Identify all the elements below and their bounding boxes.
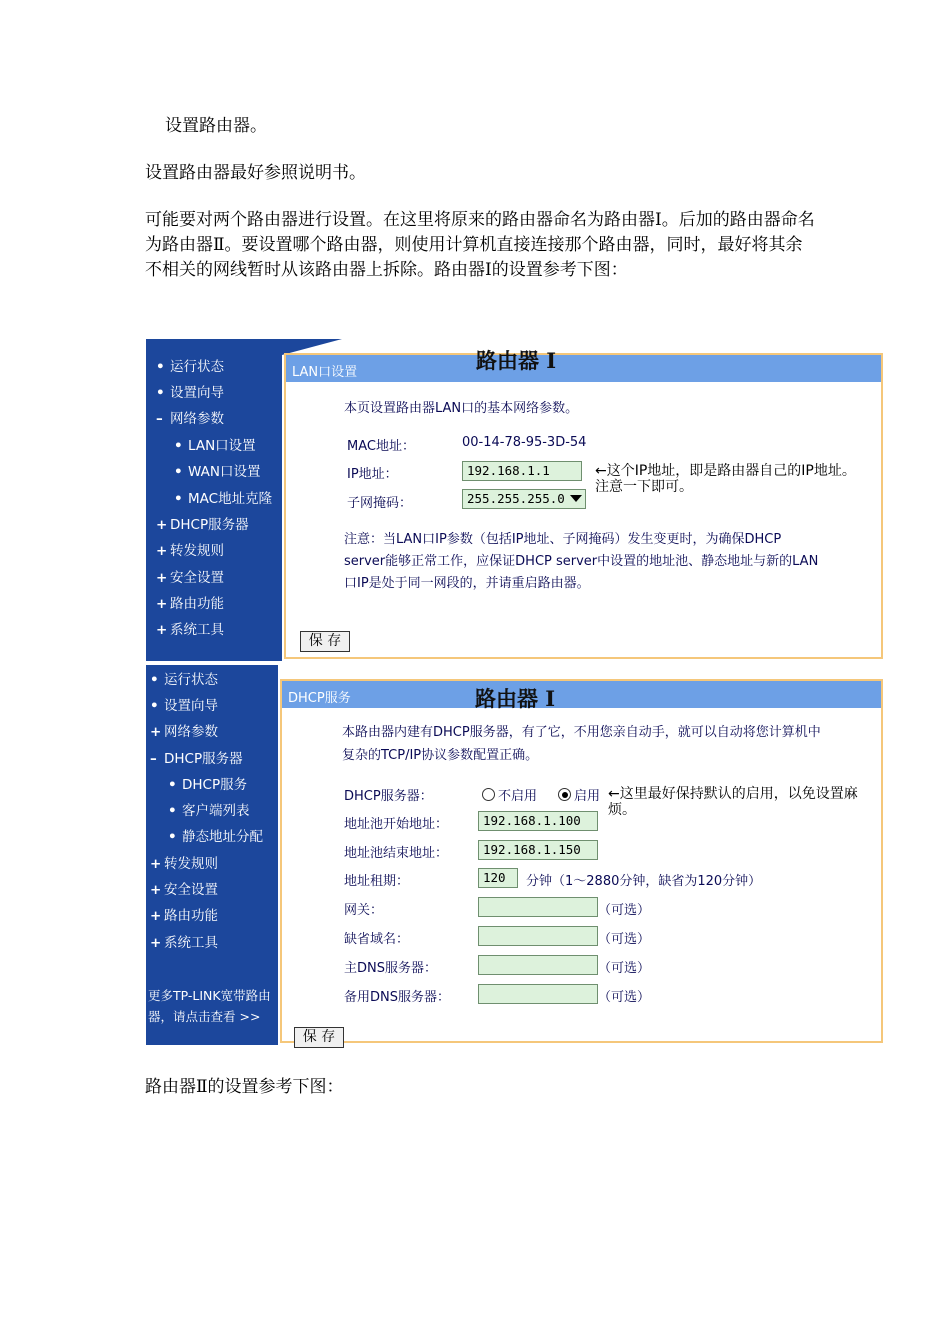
sidebar-item[interactable] (168, 799, 250, 819)
sidebar-item[interactable] (156, 513, 249, 533)
title-bar (282, 681, 881, 708)
sidebar-item-marker: + (156, 543, 168, 559)
dns1-label: 主DNS服务器： (344, 961, 437, 976)
sidebar-item-label: 静态地址分配 (182, 829, 263, 845)
sidebar-item[interactable] (156, 355, 224, 375)
domain-optional: （可选） (598, 932, 651, 947)
sidebar-item[interactable] (150, 720, 218, 740)
sidebar-item-label: 设置向导 (170, 385, 224, 401)
sidebar-item[interactable] (156, 381, 224, 401)
dns2-label: 备用DNS服务器： (344, 990, 450, 1005)
sidebar-item-marker: • (150, 698, 159, 714)
bar-title: LAN口设置 (292, 365, 358, 380)
domain-input[interactable] (478, 926, 598, 946)
sidebar-item[interactable] (168, 773, 247, 793)
save-button[interactable]: 保 存 (294, 1027, 344, 1048)
sidebar-item-marker: + (150, 908, 162, 924)
sidebar-item[interactable] (150, 668, 218, 688)
sidebar-item-marker: + (150, 724, 162, 740)
sidebar-item-marker: • (174, 438, 183, 454)
chevron-down-icon (570, 495, 582, 502)
sidebar-item-marker: + (150, 882, 162, 898)
page-description: 本页设置路由器LAN口的基本网络参数。 (344, 401, 579, 416)
pool-end-label: 地址池结束地址： (344, 846, 449, 861)
sidebar-item-label: 网络参数 (170, 411, 224, 427)
lease-input[interactable]: 120 (478, 868, 518, 888)
sidebar-item-label: DHCP服务 (182, 777, 248, 793)
gateway-input[interactable] (478, 897, 598, 917)
dhcp-annotation: ←这里最好保持默认的启用，以免设置麻烦。 (608, 786, 858, 818)
sidebar-item-label: 运行状态 (164, 672, 218, 688)
sidebar-item-marker: + (156, 622, 168, 638)
main-content (280, 679, 883, 1043)
sidebar-item-marker: + (156, 517, 168, 533)
sidebar-item-marker: • (168, 829, 177, 845)
sidebar-item[interactable] (174, 460, 260, 480)
sidebar-item[interactable] (174, 487, 272, 507)
sidebar-item-marker: • (174, 491, 183, 507)
sidebar-item-label: 转发规则 (164, 856, 218, 872)
doc-paragraph-3: 路由器Ⅱ的设置参考下图： (145, 1077, 344, 1097)
sidebar-item-label: MAC地址克隆 (188, 491, 273, 507)
sidebar-item-marker: – (156, 411, 163, 427)
more-products-link[interactable]: 更多TP-LINK宽带路由器，请点击查看 >> (148, 988, 271, 1024)
router-lan-screenshot (146, 339, 887, 661)
sidebar-item-label: 设置向导 (164, 698, 218, 714)
doc-paragraph-2: 可能要对两个路由器进行设置。在这里将原来的路由器命名为路由器Ⅰ。后加的路由器命名为路由器Ⅱ。要设置哪个路由器，则使用计算机直接连接那个路由器，同时，最好将其余不相关的网线暂时从该路由器上拆除。路由器Ⅰ的设置参考下图： (145, 210, 815, 280)
pool-end-input[interactable]: 192.168.1.150 (478, 840, 598, 860)
sidebar-item[interactable] (174, 434, 256, 454)
sidebar-item[interactable] (150, 931, 218, 951)
router-dhcp-screenshot (146, 665, 887, 1045)
sidebar-item-marker: + (150, 856, 162, 872)
gateway-label: 网关： (344, 903, 384, 918)
sidebar-item-label: 系统工具 (170, 622, 224, 638)
sidebar-item[interactable] (150, 878, 218, 898)
sidebar-item-label: WAN口设置 (188, 464, 261, 480)
subnet-mask-select[interactable] (462, 489, 586, 509)
dns2-input[interactable] (478, 984, 598, 1004)
dns2-optional: （可选） (598, 990, 651, 1005)
ip-address-input[interactable]: 192.168.1.1 (462, 461, 582, 481)
sidebar-item-marker: • (156, 359, 165, 375)
sidebar-item-marker: • (168, 803, 177, 819)
sidebar-item-label: 转发规则 (170, 543, 224, 559)
sidebar-item-label: 路由功能 (170, 596, 224, 612)
sidebar-item-label: 路由功能 (164, 908, 218, 924)
lease-label: 地址租期： (344, 874, 410, 889)
sidebar-item-label: 系统工具 (164, 935, 218, 951)
domain-label: 缺省域名： (344, 932, 410, 947)
dhcp-server-label: DHCP服务器： (344, 789, 433, 804)
sidebar-item-label: 客户端列表 (182, 803, 250, 819)
sidebar-item[interactable] (156, 539, 224, 559)
gateway-optional: （可选） (598, 903, 651, 918)
lan-note: 注意：当LAN口IP参数（包括IP地址、子网掩码）发生变更时，为确保DHCP server能够正常工作，应保证DHCP server中设置的地址池、静态地址与新的LAN口IP是处于同一网段的，并请重启路由器。 (344, 532, 819, 591)
radio-enable-label: 启用 (574, 789, 601, 804)
sidebar-menu (146, 665, 278, 1045)
sidebar-item[interactable] (150, 694, 218, 714)
radio-off-icon (482, 788, 495, 801)
sidebar-item[interactable] (150, 852, 218, 872)
subnet-mask-value: 255.255.255.0 (467, 491, 565, 506)
sidebar-item-label: 安全设置 (170, 570, 224, 586)
doc-paragraph-1: 设置路由器最好参照说明书。 (145, 163, 366, 183)
sidebar-item-label: DHCP服务器 (164, 751, 243, 767)
main-content (284, 348, 883, 659)
ip-annotation: ←这个IP地址，即是路由器自己的IP地址。注意一下即可。 (595, 463, 856, 495)
bar-title: DHCP服务 (288, 691, 351, 706)
overlay-title: 路由器 I (476, 348, 557, 373)
radio-disable[interactable] (482, 785, 537, 804)
sidebar-item[interactable] (156, 566, 224, 586)
lease-hint: 分钟（1～2880分钟，缺省为120分钟） (526, 874, 762, 889)
sidebar-item-marker: • (168, 777, 177, 793)
sidebar-item[interactable] (150, 747, 243, 767)
mask-label: 子网掩码： (347, 496, 413, 511)
sidebar-item-marker: – (150, 751, 157, 767)
ip-label: IP地址： (347, 467, 398, 482)
save-button[interactable]: 保 存 (300, 631, 350, 652)
title-bar (286, 355, 881, 382)
radio-on-icon (558, 788, 571, 801)
dns1-input[interactable] (478, 955, 598, 975)
sidebar-item-marker: • (156, 385, 165, 401)
sidebar-item-label: DHCP服务器 (170, 517, 249, 533)
sidebar-item[interactable] (156, 407, 224, 427)
sidebar-item[interactable] (168, 825, 263, 845)
sidebar-item[interactable] (156, 618, 224, 638)
doc-heading: 设置路由器。 (165, 116, 267, 136)
sidebar-item[interactable] (156, 592, 224, 612)
sidebar-item[interactable] (150, 904, 218, 924)
mac-label: MAC地址： (347, 439, 415, 454)
sidebar-item-label: 网络参数 (164, 724, 218, 740)
sidebar-item-label: LAN口设置 (188, 438, 256, 454)
radio-disable-label: 不启用 (498, 789, 538, 804)
sidebar-item-marker: + (156, 570, 168, 586)
sidebar-item-marker: + (156, 596, 168, 612)
sidebar-item-marker: • (150, 672, 159, 688)
dns1-optional: （可选） (598, 961, 651, 976)
sidebar-item-label: 安全设置 (164, 882, 218, 898)
sidebar-item-label: 运行状态 (170, 359, 224, 375)
page-description: 本路由器内建有DHCP服务器，有了它，不用您亲自动手，就可以自动将您计算机中复杂的TCP/IP协议参数配置正确。 (342, 725, 821, 763)
sidebar-item-marker: • (174, 464, 183, 480)
pool-start-label: 地址池开始地址： (344, 817, 449, 832)
pool-start-input[interactable]: 192.168.1.100 (478, 811, 598, 831)
sidebar-item-marker: + (150, 935, 162, 951)
mac-value: 00-14-78-95-3D-54 (462, 435, 587, 450)
radio-enable[interactable] (558, 785, 600, 804)
overlay-title: 路由器 I (475, 686, 556, 711)
sidebar-menu (146, 339, 282, 661)
